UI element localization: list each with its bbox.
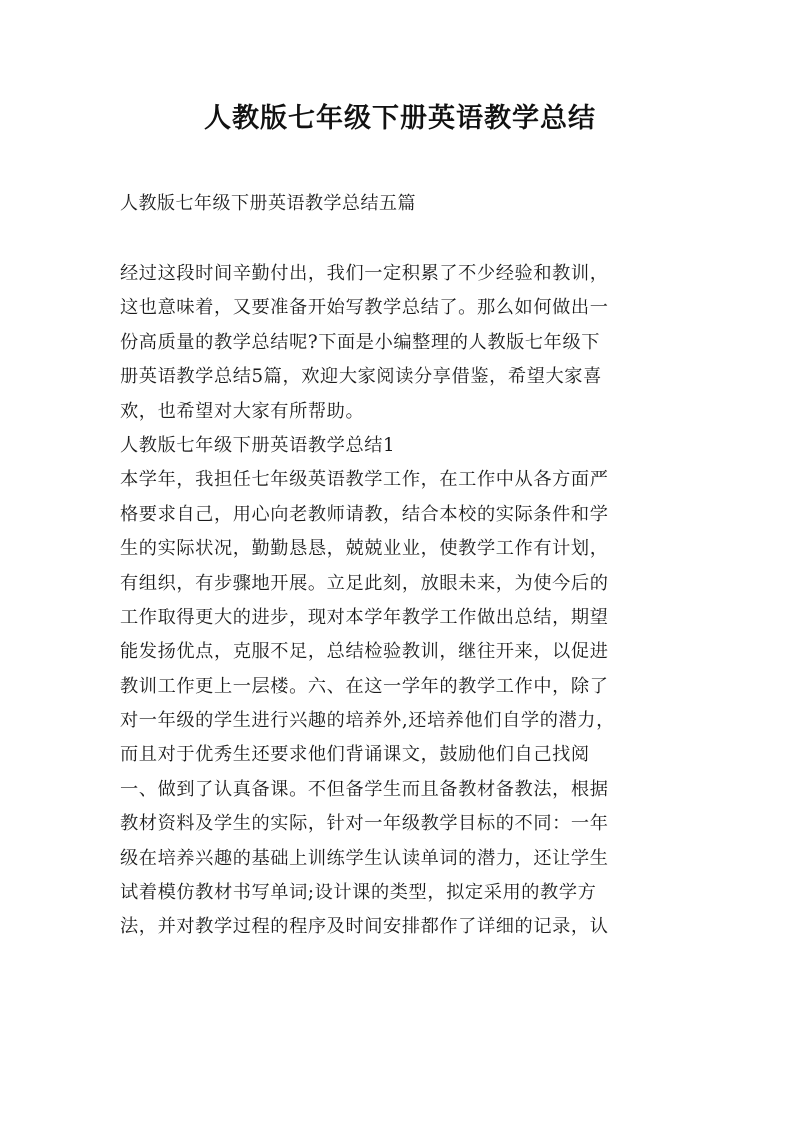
text-line: 能发扬优点，克服不足，总结检验教训，继往开来，以促进 bbox=[120, 641, 609, 663]
text-line: 欢，也希望对大家有所帮助。 bbox=[120, 400, 365, 422]
text-line: 工作取得更大的进步，现对本学年教学工作做出总结，期望 bbox=[120, 606, 609, 628]
text-line: 份高质量的教学总结呢?下面是小编整理的人教版七年级下 bbox=[120, 331, 601, 353]
text-line: 而且对于优秀生还要求他们背诵课文，鼓励他们自己找阅 bbox=[120, 744, 590, 766]
text-line: 有组织，有步骤地开展。立足此刻，放眼未来，为使今后的 bbox=[120, 572, 609, 594]
document-body bbox=[120, 257, 680, 945]
text-line: 法，并对教学过程的程序及时间安排都作了详细的记录，认 bbox=[120, 916, 609, 938]
document-title: 人教版七年级下册英语教学总结 bbox=[204, 103, 596, 134]
text-line: 教训工作更上一层楼。六、在这一学年的教学工作中，除了 bbox=[120, 675, 609, 697]
document-subtitle: 人教版七年级下册英语教学总结五篇 bbox=[120, 193, 416, 214]
text-line: 生的实际状况，勤勤恳恳，兢兢业业，使教学工作有计划， bbox=[120, 538, 609, 560]
text-line: 这也意味着，又要准备开始写教学总结了。那么如何做出一 bbox=[120, 297, 609, 319]
text-line: 试着模仿教材书写单词;设计课的类型，拟定采用的教学方 bbox=[120, 882, 597, 904]
text-line: 教材资料及学生的实际，针对一年级教学目标的不同：一年 bbox=[120, 813, 609, 835]
text-line: 格要求自己，用心向老教师请教，结合本校的实际条件和学 bbox=[120, 503, 609, 525]
text-line: 册英语教学总结5篇，欢迎大家阅读分享借鉴，希望大家喜 bbox=[120, 366, 602, 388]
text-line: 经过这段时间辛勤付出，我们一定积累了不少经验和教训， bbox=[120, 263, 609, 284]
text-line: 级在培养兴趣的基础上训练学生认读单词的潜力，还让学生 bbox=[120, 847, 609, 869]
text-line: 对一年级的学生进行兴趣的培养外,还培养他们自学的潜力， bbox=[120, 710, 615, 732]
text-line: 本学年，我担任七年级英语教学工作，在工作中从各方面严 bbox=[120, 469, 609, 491]
section-heading: 人教版七年级下册英语教学总结1 bbox=[120, 434, 396, 456]
text-line: 一、做到了认真备课。不但备学生而且备教材备教法，根据 bbox=[120, 778, 609, 800]
